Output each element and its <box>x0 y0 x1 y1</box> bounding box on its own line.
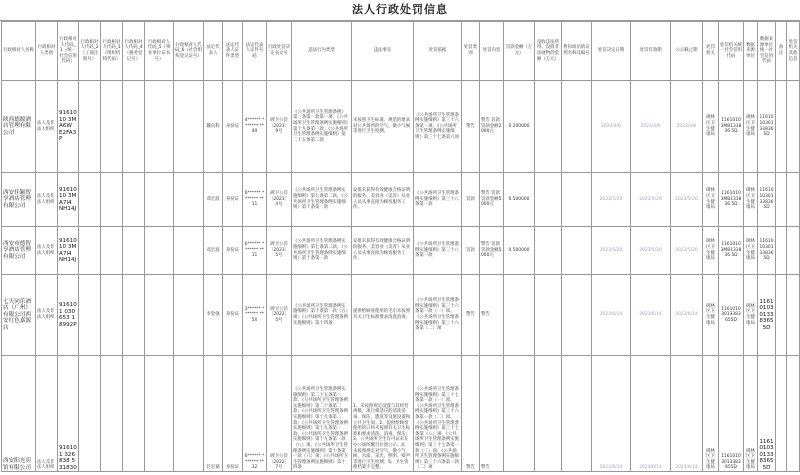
cell-note <box>776 81 787 173</box>
cell-basis: 《公共场所卫生管理条例实施细则》第三十八条第一款 <box>414 227 462 275</box>
cell-code5 <box>145 227 174 275</box>
cell-content: 警告 <box>480 275 504 356</box>
penalty-table <box>1 21 800 472</box>
cell-code2 <box>79 227 101 275</box>
header-row <box>2 22 800 81</box>
cell-source: 碑林区卫生健康局 <box>744 356 758 472</box>
cell-public-date: 2023/6/14 <box>671 275 703 356</box>
cell-code1: 9161010 3MA7I4 NH14J <box>58 227 79 275</box>
cell-id-no: 6****** ******* **32 <box>243 356 267 472</box>
cell-id-type: 身份证 <box>223 173 243 227</box>
cell-other <box>787 227 800 275</box>
cell-code2 <box>79 275 101 356</box>
cell-id-type: 身份证 <box>223 275 243 356</box>
cell-id-no: 6****** ******* **11 <box>243 173 267 227</box>
cell-violation-type: 《公共场所卫生管理条例实施细则》第七条第二款、《公共场所卫生管理条例实施细则》第十条第一款 <box>292 227 352 275</box>
page-title: 法人行政处罚信息 <box>0 0 800 21</box>
cell-other <box>787 81 800 173</box>
column-header: 行政处罚决定书文号 <box>267 22 292 81</box>
column-header: 法定代表人 <box>204 22 223 81</box>
cell-content: 警告 <box>480 356 504 472</box>
cell-doc-no: 碑卫公罚〔2023〕4号 <box>267 173 292 227</box>
cell-authority: 碑林区卫生健康局 <box>703 81 719 173</box>
cell-facts: 1、未按照规定设置与其经营规模、项目相适应的清洗消毒、保洁、盥洗等设施设备和公共卫生间；2、提供给顾客使用的口杯未按照有关卫生标准和要求清洗、消毒、保洁；3、公共场所卫生许可证未在办公场所醒目位置公示；4、未按照规定对空气、微小气候、水质、采光、照明、噪声等进行卫生检测；5、卫生管理档案不完整。 <box>352 356 414 472</box>
cell-auth-code: 11610103MB133836 5D <box>719 227 744 275</box>
table-row <box>2 356 800 472</box>
cell-note <box>776 356 787 472</box>
cell-basis: 《公共场所卫生管理条例实施细则》第三十八条第一款 <box>414 173 462 227</box>
cell-code2 <box>79 173 101 227</box>
cell-rep: 魏向科 <box>204 81 223 173</box>
cell-public-date: 2023/5/20 <box>671 173 703 227</box>
cell-category: 法人及非法人组织 <box>36 356 58 472</box>
table-row <box>2 227 800 275</box>
cell-facts: 提供给顾客使用的毛巾未按照有关卫生标准要求清洗消毒。 <box>352 275 414 356</box>
cell-code1: 916101 326838 531830 <box>58 356 79 472</box>
cell-id-no: 4****** ******* **40 <box>243 81 267 173</box>
column-header: 行政相对人代码_5（事业单位证书号） <box>145 22 174 81</box>
cell-doc-no: 碑卫公罚〔2022〕5号 <box>267 275 292 356</box>
cell-doc-no: 碑卫公罚〔2023〕9号 <box>267 81 292 173</box>
cell-source: 碑林区卫生健康局 <box>744 173 758 227</box>
cell-category: 法人及非法人组织 <box>36 173 58 227</box>
column-header: 数据来源单位 <box>744 22 758 81</box>
cell-code6 <box>174 275 204 356</box>
cell-fine <box>504 356 535 472</box>
cell-doc-no: 碑卫公罚〔2023〕5号 <box>267 227 292 275</box>
cell-basis: 《公共场所卫生管理条例实施细则》第三十七条第一款（一）项、《公共场所卫生管理条例实施细则》第三十六条第一款（二）项、《公共场所卫生管理条例实施细则》第三十七条第（八）项、《公共场所卫生管理条例实施细则》第三十七条第一款（三）项、《公共场所卫生管理条例实施细则》第三十六条第一款（二）项 <box>414 356 462 472</box>
cell-category: 法人及非法人组织 <box>36 275 58 356</box>
cell-confiscated <box>535 173 562 227</box>
column-header: 公示截止期 <box>671 22 703 81</box>
cell-confiscated <box>535 356 562 472</box>
column-header: 行政相对人代码_4（税务登记号） <box>123 22 145 81</box>
cell-fine: 0.500000 <box>504 227 535 275</box>
cell-source-code: 11610 10301 33836 5D <box>758 173 776 227</box>
cell-code3 <box>101 173 123 227</box>
column-header: 处罚类别 <box>462 22 480 81</box>
cell-code6 <box>174 173 204 227</box>
column-header: 罚款金额（万元） <box>504 22 535 81</box>
cell-code4 <box>123 227 145 275</box>
cell-auth-code: 11610103013383 655D <box>719 275 744 356</box>
cell-code2 <box>79 356 101 472</box>
column-header: 行政相对人名称 <box>2 22 36 81</box>
cell-name: 西安阳光宾馆有限公司 <box>2 356 36 472</box>
column-header: 没收违法所得、没收非法财物的金额（万元） <box>535 22 562 81</box>
table-row <box>2 173 800 227</box>
cell-authority: 碑林区卫生健康局 <box>703 275 719 356</box>
cell-rep: 李金强 <box>204 275 223 356</box>
cell-pen-type: 罚款 <box>462 173 480 227</box>
cell-code4 <box>123 81 145 173</box>
cell-violation-type: 《公共场所卫生管理条例实施细则》第十条第一款（五）项；《公共场所卫生管理条例实施细则》第十四条 <box>292 275 352 356</box>
cell-code5 <box>145 356 174 472</box>
cell-source: 碑林区卫生健康局 <box>744 227 758 275</box>
cell-confiscated <box>535 227 562 275</box>
cell-fine: 0.500000 <box>504 173 535 227</box>
cell-content: 警告 罚款罚款金额5000元 <box>480 227 504 275</box>
cell-pen-type: 警告 <box>462 275 480 356</box>
cell-other <box>787 173 800 227</box>
cell-authority: 碑林区卫生健康局 <box>703 227 719 275</box>
cell-violation-type: 《公共场所卫生管理条例》第三条第一款第一项；《公共场所卫生管理条例实施细则》第十九条第一款、《公共场所卫生管理条例实施细则》第二十五条第二款 <box>292 81 352 173</box>
cell-id-type: 身份证 <box>223 356 243 472</box>
column-header: 行政相对人代码_3（组织机构代码） <box>101 22 123 81</box>
column-header: 暂扣或吊销证照名称及编号 <box>562 22 592 81</box>
cell-facts: 安排未获得有效健康合格证明的服务、美容业（美容）从业人员从事直接为顾客服务工作。 <box>352 227 414 275</box>
column-header: 处罚机关统一社会信用代码 <box>719 22 744 81</box>
cell-source: 碑林区卫生健康局 <box>744 81 758 173</box>
cell-code5 <box>145 173 174 227</box>
column-header: 备注 <box>776 22 787 81</box>
cell-code4 <box>123 275 145 356</box>
column-header: 法定代表人证件号码 <box>243 22 267 81</box>
cell-license <box>562 173 592 227</box>
cell-doc-no: 碑卫公罚〔2022〕7号 <box>267 356 292 472</box>
cell-valid-date: 2023/6/14 <box>631 275 671 356</box>
cell-confiscated <box>535 275 562 356</box>
cell-source-code: 1161 0103 0133 8365 5D <box>758 275 776 356</box>
cell-public-date: 2023/4/6 <box>671 81 703 173</box>
cell-source-code: 1161 0103 0133 8365 5D <box>758 356 776 472</box>
cell-code3 <box>101 227 123 275</box>
cell-valid-date: 2023/5/20 <box>631 173 671 227</box>
cell-license <box>562 81 592 173</box>
cell-code4 <box>123 173 145 227</box>
cell-content: 警告 罚款罚款金额2000元 <box>480 81 504 173</box>
cell-confiscated <box>535 81 562 173</box>
cell-id-no: 3****** ******* **5X <box>243 275 267 356</box>
cell-code3 <box>101 356 123 472</box>
cell-code4 <box>123 356 145 472</box>
cell-decision-date: 2023/6/14 <box>592 356 631 472</box>
cell-license <box>562 275 592 356</box>
cell-authority: 碑林区卫生健康局 <box>703 173 719 227</box>
column-header: 处罚内容 <box>480 22 504 81</box>
cell-code6 <box>174 227 204 275</box>
cell-note <box>776 173 787 227</box>
cell-violation-type: 《公共场所卫生管理条例实施细则》第二十五条第一款；《公共场所卫生管理条例实施细则》第二十条第二款；《公共场所卫生管理条例实施细则》第十九条第二款；《公共场所卫生管理条例实施细则》第十九条第一款、《公共场所卫生管理条例实施细则》第十九条第一款（八）项、《公共场所卫生管理条例实施细则》第十条第一款（六）项；《公共场所卫生管理条例实施细则》第十四条 <box>292 356 352 472</box>
column-header: 行政相对人类别 <box>36 22 58 81</box>
cell-name: 西安市德智享酒店管理有限公司 <box>2 227 36 275</box>
cell-basis: 《公共场所卫生管理条例实施细则》第三十六条第一款（一）项、《公共场所卫生管理条例实施细则》第三十六条第（二）项 <box>414 275 462 356</box>
cell-decision-date: 2023/4/6 <box>592 81 631 173</box>
cell-basis: 《公共场所卫生管理条例实施细则》第三十六条第一项；《公共场所卫生管理条例实施细则》第三十七条第六项 <box>414 81 462 173</box>
cell-pen-type: 罚款 <box>462 227 480 275</box>
cell-decision-date: 2023/6/14 <box>592 275 631 356</box>
cell-name: 西安佳颖智享酒店管理有限公司 <box>2 173 36 227</box>
cell-rep: 任宏斌 <box>204 356 223 472</box>
cell-auth-code: 11610103MB133836 5D <box>719 81 744 173</box>
cell-fine <box>504 275 535 356</box>
cell-rep: 邓宏波 <box>204 173 223 227</box>
column-header: 行政相对人代码_1（统一社会信用代码） <box>58 22 79 81</box>
cell-source-code: 11610 10301 33836 5D <box>758 81 776 173</box>
cell-code5 <box>145 275 174 356</box>
cell-public-date: 2023/6/14 <box>671 356 703 472</box>
cell-decision-date: 2023/5/20 <box>592 227 631 275</box>
column-header: 处罚有效期 <box>631 22 671 81</box>
cell-category: 法人及非法人组织 <box>36 227 58 275</box>
cell-note <box>776 275 787 356</box>
cell-note <box>776 227 787 275</box>
cell-license <box>562 356 592 472</box>
cell-auth-code: 11610103MB133836 5D <box>719 173 744 227</box>
cell-pen-type: 警告 <box>462 81 480 173</box>
cell-auth-code: 11610103013383 655D <box>719 356 744 472</box>
cell-fine: 0.200000 <box>504 81 535 173</box>
table-row <box>2 81 800 173</box>
cell-code6 <box>174 81 204 173</box>
cell-source: 碑林区卫生健康局 <box>744 275 758 356</box>
cell-source-code: 11610 10301 33836 5D <box>758 227 776 275</box>
column-header: 违法事实 <box>352 22 414 81</box>
cell-license <box>562 227 592 275</box>
cell-violation-type: 《公共场所卫生管理条例实施细则》第七条第二款、《公共场所卫生管理条例实施细则》第十条第一款 <box>292 173 352 227</box>
table-row <box>2 275 800 356</box>
cell-valid-date: 2023/6/14 <box>631 356 671 472</box>
cell-category: 法人及非法人组织 <box>36 81 58 173</box>
cell-facts: 未按照卫生标准、规范的要求对公共场所的空气、微小气候等进行卫生检测。 <box>352 81 414 173</box>
cell-code3 <box>101 81 123 173</box>
column-header: 处罚机关其他信息 <box>787 22 800 81</box>
cell-id-no: 6****** ******* **11 <box>243 227 267 275</box>
column-header: 行政相对人代码_2（工商注册号） <box>79 22 101 81</box>
column-header: 行政相对人代码_6（社会组织登记证号） <box>174 22 204 81</box>
cell-other <box>787 275 800 356</box>
cell-code5 <box>145 81 174 173</box>
column-header: 处罚决定日期 <box>592 22 631 81</box>
cell-id-type: 身份证 <box>223 227 243 275</box>
cell-public-date: 2023/5/20 <box>671 227 703 275</box>
cell-name: 陕西德源酒店管理有限公司 <box>2 81 36 173</box>
cell-decision-date: 2023/5/20 <box>592 173 631 227</box>
cell-rep: 邓宏波 <box>204 227 223 275</box>
column-header: 处罚依据 <box>414 22 462 81</box>
column-header: 数据来源单位统一社会信用代码 <box>758 22 776 81</box>
cell-code1: 9161010 3MA7I4 NH14J <box>58 173 79 227</box>
cell-code6 <box>174 356 204 472</box>
cell-code3 <box>101 275 123 356</box>
cell-id-type: 身份证 <box>223 81 243 173</box>
cell-valid-date: 2023/4/6 <box>631 81 671 173</box>
cell-code1: 916101 030653 18992P <box>58 275 79 356</box>
cell-facts: 安排未获得有效健康合格证明的服务、美容业（美容）从业人员从事直接为顾客服务工作。 <box>352 173 414 227</box>
cell-other <box>787 356 800 472</box>
column-header: 法定代表人证件类型 <box>223 22 243 81</box>
column-header: 处罚机关 <box>703 22 719 81</box>
cell-code2 <box>79 81 101 173</box>
cell-valid-date: 2023/5/20 <box>631 227 671 275</box>
cell-content: 警告 罚款罚款金额5000元 <box>480 173 504 227</box>
column-header: 违法行为类型 <box>292 22 352 81</box>
cell-authority: 碑林区卫生健康局 <box>703 356 719 472</box>
cell-name: 七天同乐酒店（广州）有限公司西安红色嘉源店 <box>2 275 36 356</box>
cell-pen-type: 警告 <box>462 356 480 472</box>
cell-code1: 9161010 3MA6W E2FA3P <box>58 81 79 173</box>
